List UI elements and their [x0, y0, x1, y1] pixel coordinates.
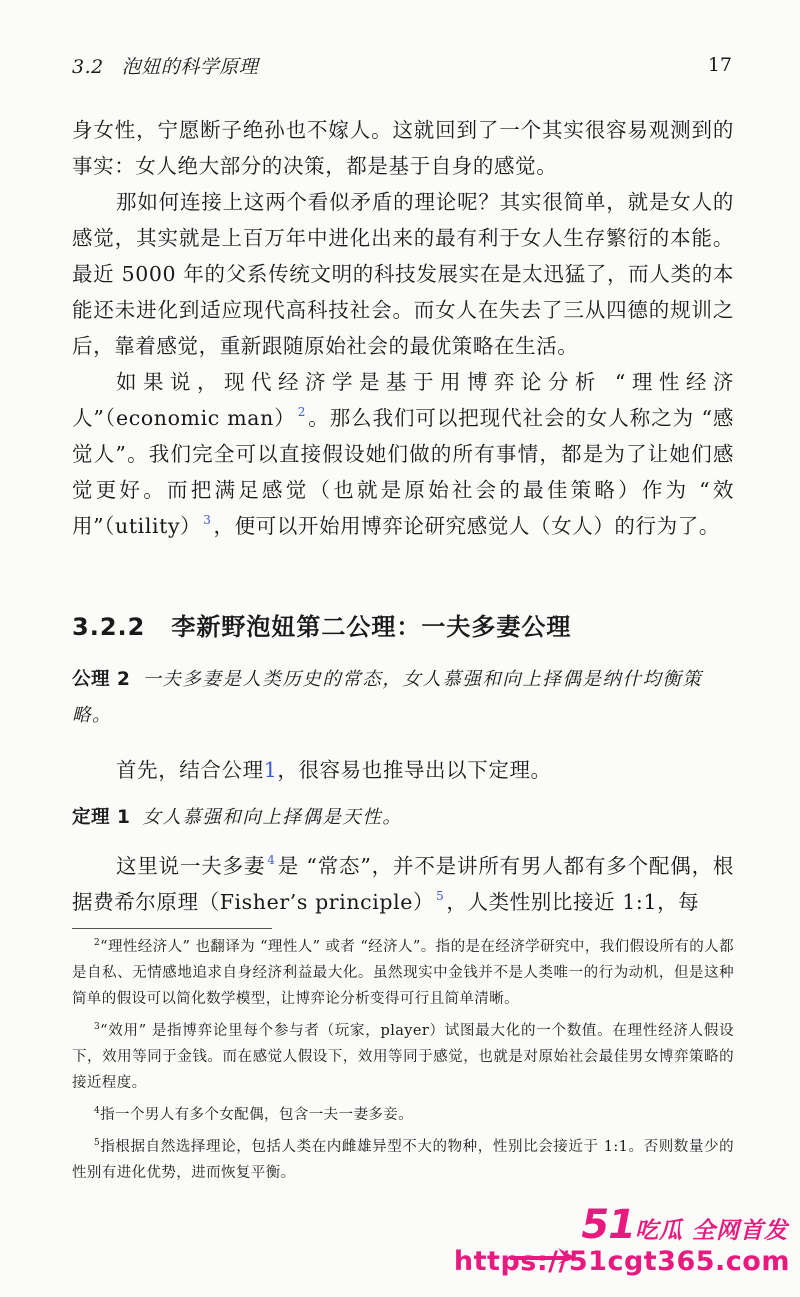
- paragraph-5-part-c: ，人类性别比接近 1:1，每: [446, 890, 700, 914]
- body-block-2: [72, 752, 734, 788]
- section-heading: [72, 607, 734, 642]
- body-block-1: [72, 112, 734, 544]
- axiom-label: 公理 2: [72, 669, 131, 690]
- paragraph-4: [72, 752, 734, 788]
- footnote-ref-3[interactable]: 3: [203, 513, 212, 527]
- axiom-statement: 一夫多妻是人类历史的常态，女人慕强和向上择偶是纳什均衡策略。: [72, 669, 703, 726]
- header-section-number: 3.2: [72, 55, 104, 78]
- footnote-5: [72, 1134, 734, 1186]
- paragraph-2: 那如何连接上这两个看似矛盾的理论呢？其实很简单，就是女人的感觉，其实就是上百万年中进化出来的最有利于女人生存繁衍的本能。最近 5000 年的父系传统文明的科技发展实在是太迅猛了，而人类的本能还未进化到适应现代高科技社会。而女人在失去了三从四德的规训之后，靠着感觉，重新跟随原始社会的最优策略在生活。: [72, 190, 734, 358]
- theorem-label: 定理 1: [72, 807, 131, 828]
- axiom-ref-link[interactable]: 1: [263, 758, 278, 782]
- section-heading-title: 李新野泡妞第二公理：一夫多妻公理: [171, 613, 572, 641]
- footnote-divider: [72, 928, 272, 929]
- header-section: [72, 52, 258, 79]
- paragraph-5-part-b: 是 “常态”，并不是讲所有男人都有多个配偶，根据费希尔原理（Fisher’s principle）: [72, 854, 734, 914]
- footnote-mark-5: 5: [94, 1138, 101, 1148]
- paragraph-5: [72, 848, 734, 920]
- watermark-logo-number: 51: [581, 1202, 635, 1248]
- watermark: [453, 1190, 798, 1290]
- watermark-logo: [581, 1202, 788, 1248]
- paragraph-3-part-c: ，便可以开始用博弈论研究感觉人（女人）的行为了。: [213, 514, 720, 538]
- footnotes: [72, 934, 734, 1192]
- paragraph-1: 身女性，宁愿断子绝孙也不嫁人。这就回到了一个其实很容易观测到的事实：女人绝大部分的决策，都是基于自身的感觉。: [72, 118, 734, 178]
- footnote-2: [72, 934, 734, 1012]
- theorem-block: [72, 800, 734, 836]
- paragraph-4-part-a: 首先，结合公理: [116, 758, 264, 782]
- paragraph-5-part-a: 这里说一夫多妻: [116, 854, 266, 878]
- running-header: [72, 50, 732, 80]
- footnote-mark-4: 4: [94, 1106, 101, 1116]
- paragraph-3-part-a: 如果说，现代经济学是基于用博弈论分析 “理性经济人”（economic man）: [72, 370, 734, 430]
- theorem-statement: 女人慕强和向上择偶是天性。: [142, 807, 403, 828]
- body-block-3: [72, 848, 734, 920]
- page-number: 17: [707, 54, 732, 76]
- paragraph-3: [72, 364, 734, 544]
- footnote-text-4: 指一个男人有多个女配偶，包含一夫一妻多妾。: [100, 1107, 414, 1123]
- footnote-text-2: “理性经济人” 也翻译为 “理性人” 或者 “经济人”。指的是在经济学研究中，我们假设所有的人都是自私、无情感地追求自身经济利益最大化。虽然现实中金钱并不是人类唯一的行为动机，但是这种简单的假设可以简化数学模型，让博弈论分析变得可行且简单清晰。: [72, 939, 734, 1007]
- footnote-mark-2: 2: [94, 938, 101, 948]
- watermark-url: https://51cgt365.com: [453, 1246, 790, 1277]
- paragraph-4-part-b: ，很容易也推导出以下定理。: [277, 758, 552, 782]
- header-section-title: 泡妞的科学原理: [121, 55, 259, 78]
- footnote-text-5: 指根据自然选择理论，包括人类在内雌雄异型不大的物种，性别比会接近于 1:1。否则数量少的性别有进化优势，进而恢复平衡。: [72, 1139, 734, 1181]
- footnote-text-3: “效用” 是指博弈论里每个参与者（玩家，player）试图最大化的一个数值。在理性经济人假设下，效用等同于金钱。而在感觉人假设下，效用等同于感觉，也就是对原始社会最佳男女博弈策略的接近程度。: [72, 1023, 734, 1091]
- watermark-logo-text: 吃瓜 全网首发: [634, 1218, 788, 1244]
- footnote-ref-5[interactable]: 5: [436, 889, 445, 903]
- footnote-ref-4[interactable]: 4: [267, 853, 276, 867]
- footnote-mark-3: 3: [94, 1022, 101, 1032]
- footnote-ref-2[interactable]: 2: [297, 405, 306, 419]
- section-heading-number: 3.2.2: [72, 613, 146, 641]
- footnote-4: [72, 1102, 734, 1128]
- axiom-block: [72, 662, 734, 734]
- footnote-3: [72, 1018, 734, 1096]
- paragraph-3-part-b: 。那么我们可以把现代社会的女人称之为 “感觉人”。我们完全可以直接假设她们做的所有事情，都是为了让她们感觉更好。而把满足感觉（也就是原始社会的最佳策略）作为 “效用”（utility）: [72, 406, 734, 538]
